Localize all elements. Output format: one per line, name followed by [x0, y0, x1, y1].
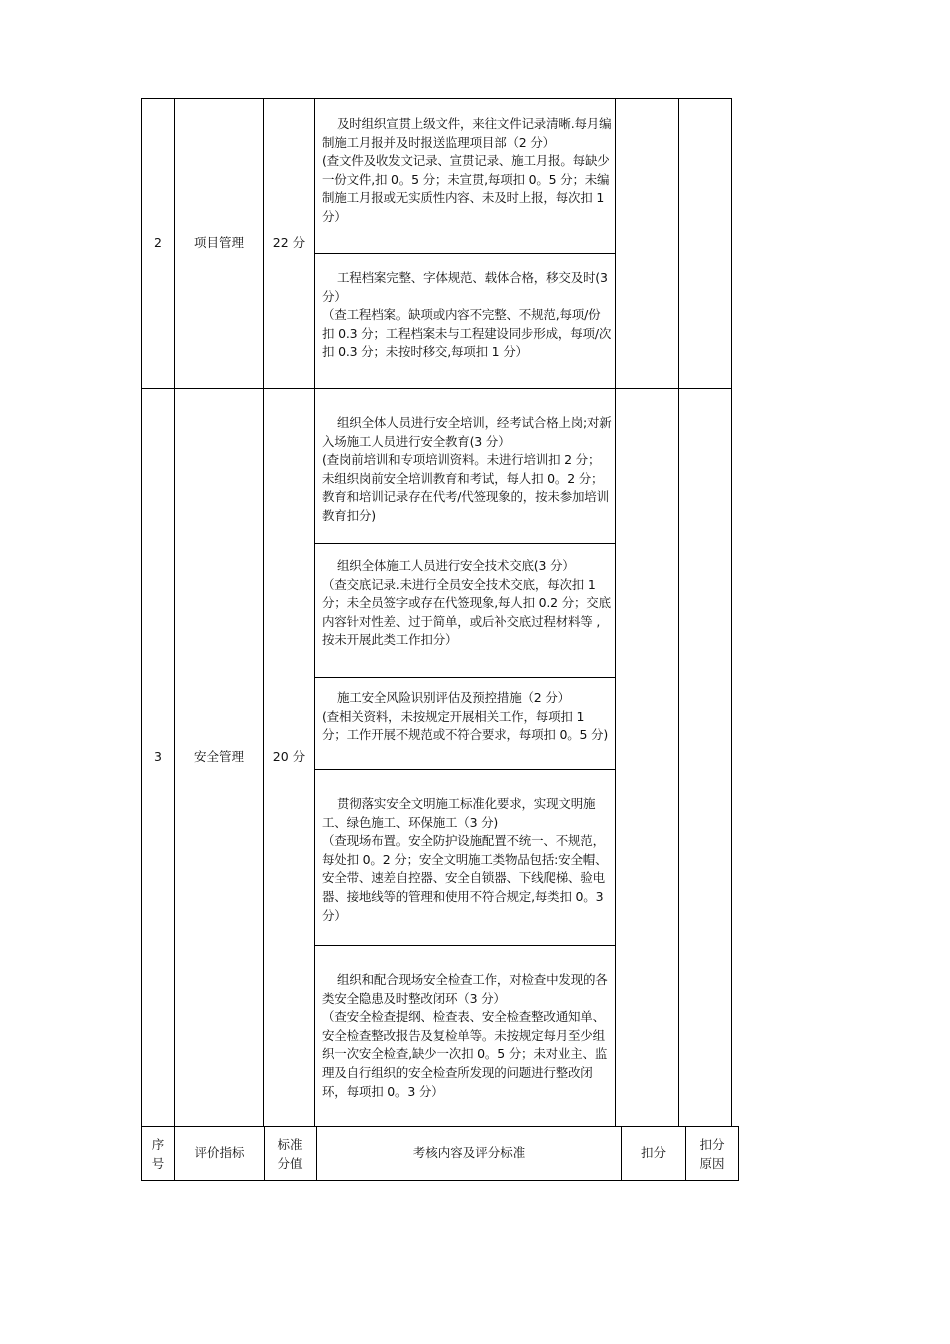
item-title: 组织全体人员进行安全培训，经考试合格上岗;对新入场施工人员进行安全教育(3 分） — [322, 415, 612, 449]
row-2-number: 2 — [154, 235, 162, 251]
row-2-item-1 — [322, 115, 612, 227]
row-3-score: 20 分 — [272, 749, 306, 765]
item-criteria: （查交底记录.未进行全员安全技术交底，每次扣 1 分；未全员签字或存在代签现象,每人扣 0.2 分；交底内容针对性差、过于简单，或后补交底过程材料等 ,按未开展此类工作扣分） — [322, 576, 611, 648]
item-criteria: (查文件及收发文记录、宣贯记录、施工月报。每缺少一份文件,扣 0。5 分；未宣贯,每项扣 0。5 分；未编制施工月报或无实质性内容、未及时上报，每次扣 1 分） — [322, 153, 610, 224]
header-content: 考核内容及评分标准 — [412, 1145, 526, 1161]
grid-line — [314, 945, 616, 946]
grid-line — [314, 769, 616, 770]
grid-line — [685, 1126, 686, 1181]
item-title: 组织全体施工人员进行安全技术交底(3 分） — [337, 558, 575, 573]
item-title: 施工安全风险识别评估及预控措施（2 分） — [337, 690, 570, 705]
header-deduct: 扣分 — [640, 1145, 666, 1161]
item-criteria: （查现场布置。安全防护设施配置不统一、不规范，每处扣 0。2 分；安全文明施工类物品包括:安全帽、安全带、速差自控器、安全自锁器、下线爬梯、验电器、接地线等的管理和使用不符合规定,每类扣 0。3 分） — [322, 833, 608, 923]
header-score: 标准分值 — [277, 1136, 303, 1171]
header-number: 序号 — [151, 1136, 165, 1171]
row-3-item-3 — [322, 689, 612, 745]
header-reason: 扣分原因 — [699, 1136, 725, 1171]
row-3-item-5 — [322, 971, 612, 1101]
grid-line — [738, 1126, 739, 1181]
item-title: 贯彻落实安全文明施工标准化要求，实现文明施工、绿色施工、环保施工（3 分) — [322, 796, 596, 830]
item-criteria: （查安全检查提纲、检查表、安全检查整改通知单、安全检查整改报告及复检单等。未按规定每月至少组织一次安全检查,缺少一次扣 0。5 分；未对业主、监理及自行组织的安全检查所发现的问题进行整改闭环，每项扣 0。3 分） — [322, 1009, 608, 1099]
row-3-number: 3 — [154, 749, 162, 765]
row-3-item-2 — [322, 557, 612, 650]
row-2-item-2 — [322, 269, 612, 362]
grid-line — [731, 98, 732, 1126]
row-2-indicator: 项目管理 — [193, 235, 244, 251]
row-3-item-4 — [322, 795, 612, 925]
item-criteria: (查岗前培训和专项培训资料。未进行培训扣 2 分；未组织岗前安全培训教育和考试，每人扣 0。2 分；教育和培训记录存在代考/代签现象的，按未参加培训教育扣分) — [322, 452, 609, 523]
item-title: 组织和配合现场安全检查工作，对检查中发现的各类安全隐患及时整改闭环（3 分） — [322, 972, 608, 1006]
item-title: 工程档案完整、字体规范、载体合格，移交及时(3 分） — [322, 270, 608, 304]
row-3-item-1 — [322, 414, 612, 526]
grid-line — [314, 677, 616, 678]
row-2-score: 22 分 — [272, 235, 306, 251]
item-criteria: （查工程档案。缺项或内容不完整、不规范,每项/份扣 0.3 分；工程档案未与工程建设同步形成，每项/次扣 0.3 分；未按时移交,每项扣 1 分） — [322, 307, 612, 360]
header-indicator: 评价指标 — [194, 1145, 245, 1161]
item-criteria: (查相关资料，未按规定开展相关工作，每项扣 1 分；工作开展不规范或不符合要求，每项扣 0。5 分) — [322, 708, 609, 743]
grid-line — [141, 1180, 739, 1181]
grid-line — [678, 98, 679, 1126]
grid-line — [264, 1126, 265, 1181]
grid-line — [314, 253, 616, 254]
row-3-indicator: 安全管理 — [193, 749, 244, 765]
grid-line — [314, 543, 616, 544]
item-title: 及时组织宣贯上级文件，来往文件记录清晰.每月编制施工月报并及时报送监理项目部（2 分） — [322, 116, 612, 150]
